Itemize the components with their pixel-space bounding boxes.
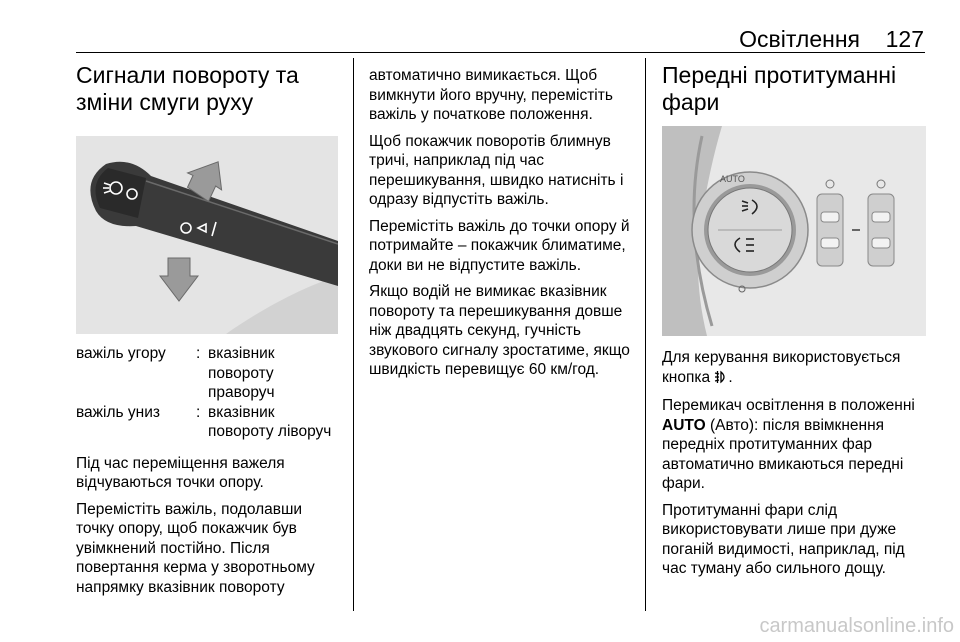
auto-mode-keyword: AUTO: [662, 416, 706, 434]
column-divider-right: [645, 58, 646, 611]
auto-mode-paragraph: [662, 396, 926, 494]
turn-signal-heading: Сигнали повороту та зміни смуги руху: [76, 62, 299, 115]
fog-button-period: .: [728, 368, 733, 386]
lever-definitions: [76, 344, 338, 442]
definition-row: [76, 344, 338, 403]
middle-paragraph: автоматично вимикається. Щоб вимкнути його вручну, перемістіть важіль у початкове положення.: [369, 67, 613, 123]
middle-column: [369, 66, 633, 387]
auto-mode-lead: Перемикач освітлення в положенні: [662, 397, 915, 414]
definition-term: важіль униз: [76, 403, 160, 421]
switch-auto-label: AUTO: [720, 174, 745, 184]
middle-paragraph: Щоб покажчик поворотів блимнув тричі, наприклад під час перешикування, швидко натисніть і одразу відпустіть важіль.: [369, 132, 624, 208]
fog-lights-heading: Передні протитуманні фари: [662, 62, 897, 115]
left-column: [76, 62, 338, 604]
column-divider-left: [353, 58, 354, 611]
watermark: carmanualsonline.info: [759, 615, 954, 637]
fog-usage-paragraph: Протитуманні фари слід використовувати лише при дуже поганій видимості, наприклад, під час туману або сильного дощу.: [662, 501, 905, 577]
definition-row: [76, 403, 338, 442]
light-switch-figure: [662, 126, 926, 336]
definition-description: вказівник повороту ліворуч: [208, 403, 332, 440]
middle-paragraph: Перемістіть важіль до точки опору й потримайте – покажчик блиматиме, доки ви не відпустите важіль.: [369, 217, 630, 274]
header-rule: [76, 52, 925, 53]
left-paragraph: Під час переміщення важеля відчуваються точки опору.: [76, 454, 285, 491]
running-header-title: Освітлення: [739, 26, 860, 52]
left-paragraph: Перемістіть важіль, подолавши точку опору, щоб покажчик був увімкнений постійно. Після повертання керма у зворотньому напрямку вказівник повороту: [76, 500, 315, 596]
front-fog-light-icon: [714, 370, 728, 390]
definition-term: важіль угору: [76, 345, 166, 362]
turn-signal-lever-figure: [76, 136, 338, 334]
middle-paragraph: Якщо водій не вимикає вказівник повороту та перешикування довше ніж двадцять секунд, гучність звукового сигналу зростатиме, якщо швидкість перевищує 60 км/год.: [369, 283, 630, 378]
page-number: 127: [885, 26, 924, 52]
right-column: [662, 62, 926, 586]
definition-separator: :: [196, 345, 201, 362]
fog-button-text: Для керування використовується кнопка: [662, 349, 901, 386]
definition-description: вказівник повороту праворуч: [208, 345, 275, 401]
fog-button-paragraph: [662, 348, 926, 389]
light-switch-illustration: [662, 126, 926, 336]
turn-signal-lever-illustration: [76, 136, 338, 334]
definition-separator: :: [196, 403, 201, 421]
auto-mode-rest: (Авто): після ввімкнення передніх протитуманних фар автоматично вмикаються передні фари.: [662, 416, 904, 492]
